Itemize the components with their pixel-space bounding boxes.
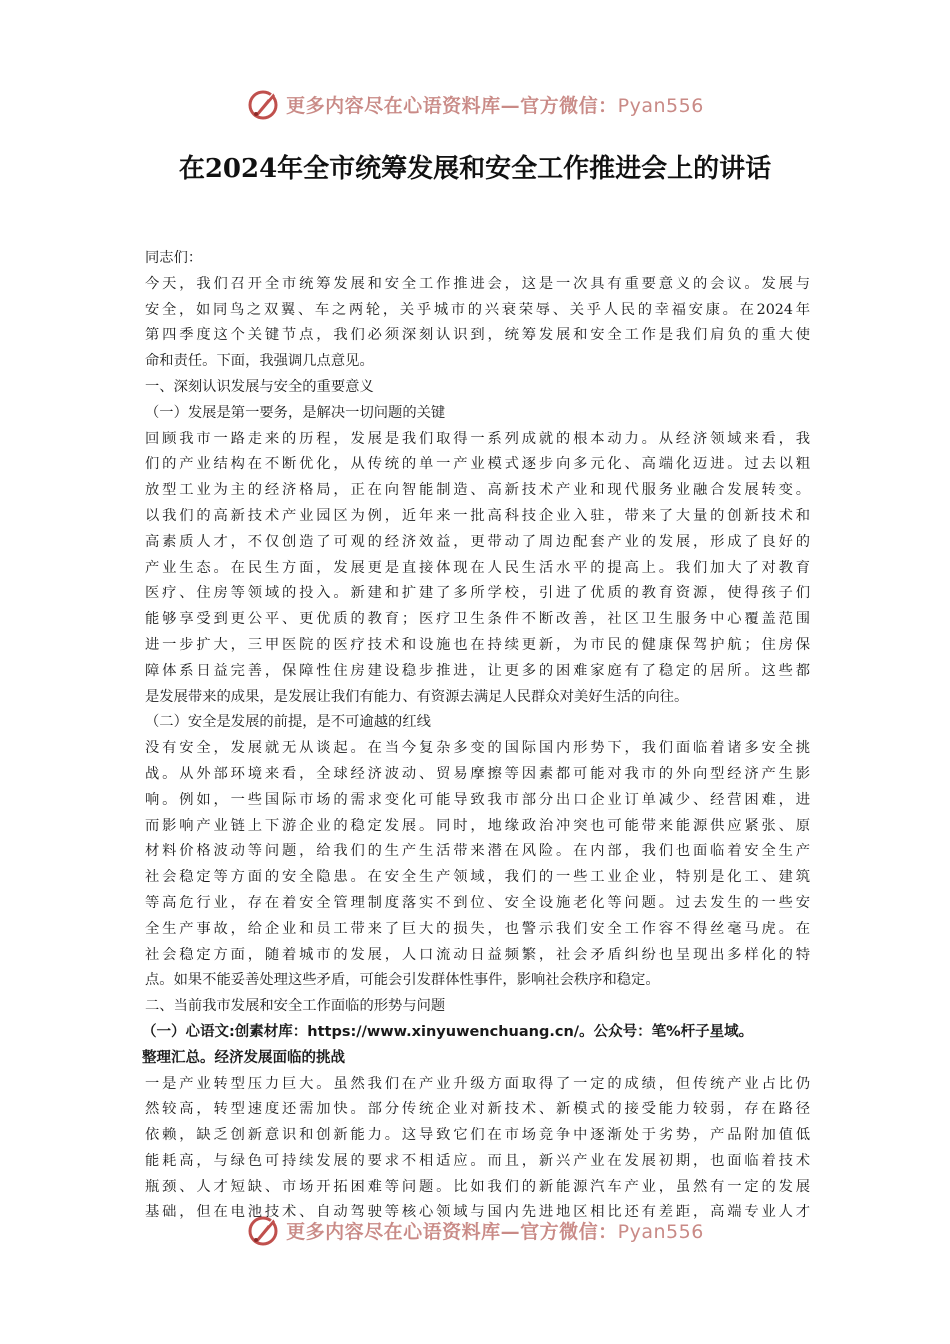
subsection-heading: （二）安全是发展的前提，是不可逾越的红线 (145, 714, 431, 731)
text-line: 今天，我们召开全市统筹发展和安全工作推进会，这是一次具有重要意义的会议。发展与 (145, 275, 810, 292)
text-line: 医疗、住房等领域的投入。新建和扩建了多所学校，引进了优质的教育资源，使得孩子们 (145, 585, 810, 602)
watermark-text: 更多内容尽在心语资料库—官方微信：Pyan556 (286, 1220, 704, 1243)
text-line: 然较高，转型速度还需加快。部分传统企业对新技术、新模式的接受能力较弱，存在路径 (145, 1101, 810, 1118)
text-line: 能够享受到更公平、更优质的教育；医疗卫生条件不断改善，社区卫生服务中心覆盖范围 (145, 611, 810, 628)
text-line: 回顾我市一路走来的历程，发展是我们取得一系列成就的根本动力。从经济领域来看，我 (145, 430, 810, 447)
text-line: 能耗高，与绿色可持续发展的要求不相适应。而且，新兴产业在发展初期，也面临着技术 (145, 1152, 810, 1169)
section-heading: 二、当前我市发展和安全工作面临的形势与问题 (145, 998, 446, 1015)
text-line: 命和责任。下面，我强调几点意见。 (145, 353, 374, 370)
text-line: 响。例如，一些国际市场的需求变化可能导致我市部分出口企业订单减少、经营困难，进 (145, 791, 810, 808)
text-line: 以我们的高新技术产业园区为例，近年来一批高科技企业入驻，带来了大量的创新技术和 (145, 507, 810, 524)
watermark-banner-bottom (0, 1210, 950, 1250)
text-line: 同志们： (145, 250, 203, 266)
subsection-heading-bold: （一）心语文:创素材库：https://www.xinyuwenchuang.cn/。公众号：笔%杆子星域。 (142, 1023, 754, 1040)
text-line: 等高危行业，存在着安全管理制度落实不到位、安全设施老化等问题。过去发生的一些安 (145, 894, 810, 911)
text-line: 产业生态。在民生方面，发展更是直接体现在人民生活水平的提高上。我们加大了对教育 (145, 559, 810, 576)
watermark-banner-top (0, 84, 950, 124)
subsection-heading: （一）发展是第一要务，是解决一切问题的关键 (145, 404, 446, 421)
text-line: 材料价格波动等问题，给我们的生产生活带来潜在风险。在内部，我们也面临着安全生产 (145, 843, 810, 860)
quill-pen-logo-icon (246, 1213, 280, 1247)
text-line: 是发展带来的成果，是发展让我们有能力、有资源去满足人民群众对美好生活的向往。 (145, 688, 689, 705)
text-line: 战。从外部环境来看，全球经济波动、贸易摩擦等因素都可能对我市的外向型经济产生影 (145, 765, 810, 782)
text-line: 第四季度这个关键节点，我们必须深刻认识到，统筹发展和安全工作是我们肩负的重大使 (145, 327, 810, 344)
text-line: 全生产事故，给企业和员工带来了巨大的损失，也警示我们安全工作容不得丝毫马虎。在 (145, 920, 810, 937)
section-heading: 一、深刻认识发展与安全的重要意义 (145, 378, 374, 395)
subsection-heading-bold: 整理汇总。经济发展面临的挑战 (142, 1049, 345, 1066)
text-line: 们的产业结构在不断优化，从传统的单一产业模式逐步向多元化、高端化迈进。过去以粗 (145, 456, 810, 473)
speech-body (142, 246, 810, 1226)
text-line: 点。如果不能妥善处理这些矛盾，可能会引发群体性事件，影响社会秩序和稳定。 (145, 972, 660, 989)
text-line: 障体系日益完善，保障性住房建设稳步推进，让更多的困难家庭有了稳定的居所。这些都 (145, 662, 810, 679)
watermark-text: 更多内容尽在心语资料库—官方微信：Pyan556 (286, 94, 704, 117)
text-line: 瓶颈、人才短缺、市场开拓困难等问题。比如我们的新能源汽车产业，虽然有一定的发展 (145, 1178, 810, 1195)
text-line: 基础，但在电池技术、自动驾驶等核心领域与国内先进地区相比还有差距，高端专业人才 (145, 1204, 810, 1221)
text-line: 没有安全，发展就无从谈起。在当今复杂多变的国际国内形势下，我们面临着诸多安全挑 (145, 740, 810, 757)
text-line: 安全，如同鸟之双翼、车之两轮，关乎城市的兴衰荣辱、关乎人民的幸福安康。在2024年 (145, 301, 810, 318)
text-line: 放型工业为主的经济格局，正在向智能制造、高新技术产业和现代服务业融合发展转变。 (145, 482, 810, 499)
text-line: 社会稳定方面，随着城市的发展，人口流动日益频繁，社会矛盾纠纷也呈现出多样化的特 (145, 946, 810, 963)
quill-pen-logo-icon (246, 87, 280, 121)
page-title: 在2024年全市统筹发展和安全工作推进会上的讲话 (178, 154, 772, 184)
text-line: 依赖，缺乏创新意识和创新能力。这导致它们在市场竞争中逐渐处于劣势，产品附加值低 (145, 1127, 810, 1144)
text-line: 社会稳定等方面的安全隐患。在安全生产领域，我们的一些工业企业，特别是化工、建筑 (145, 869, 810, 886)
text-line: 而影响产业链上下游企业的稳定发展。同时，地缘政治冲突也可能带来能源供应紧张、原 (145, 817, 810, 834)
text-line: 进一步扩大，三甲医院的医疗技术和设施也在持续更新，为市民的健康保驾护航；住房保 (145, 636, 810, 653)
text-line: 高素质人才，不仅创造了可观的经济效益，更带动了周边配套产业的发展，形成了良好的 (145, 533, 810, 550)
text-line: 一是产业转型压力巨大。虽然我们在产业升级方面取得了一定的成绩，但传统产业占比仍 (145, 1075, 810, 1092)
